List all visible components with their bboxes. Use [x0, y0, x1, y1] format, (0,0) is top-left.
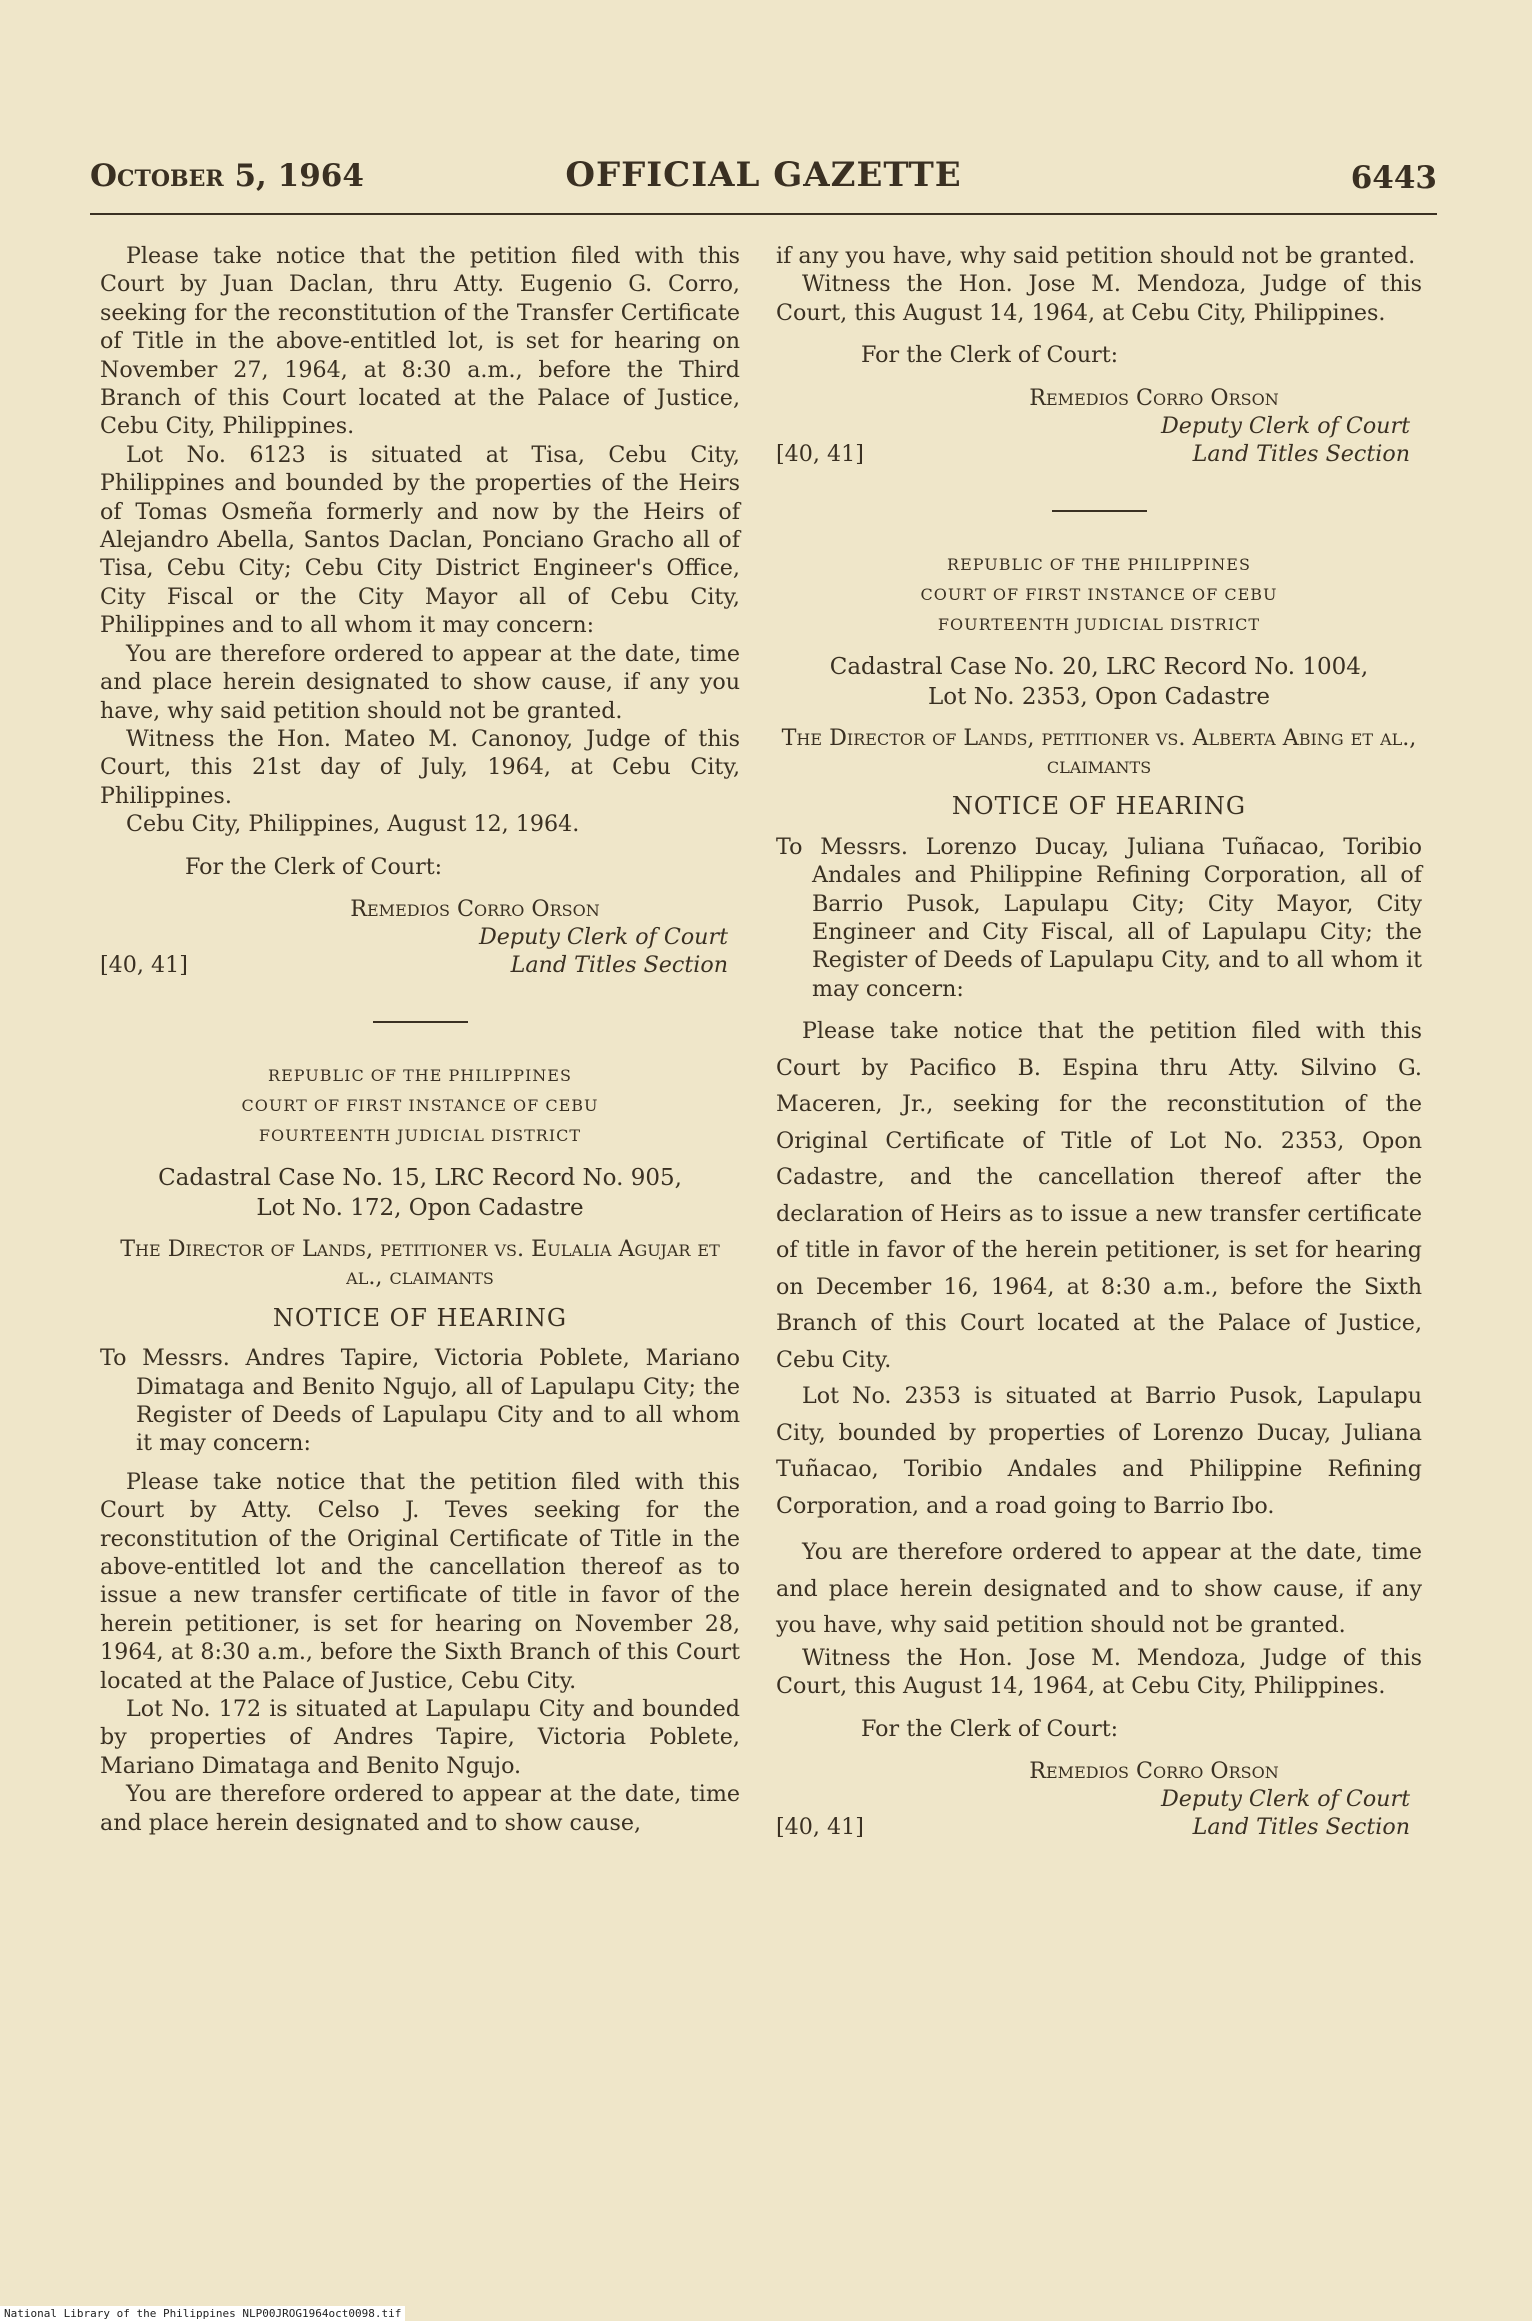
header-page-number: 6443 [1350, 160, 1437, 196]
signatory-title: Deputy Clerk of Court [1161, 412, 1410, 439]
left-column [100, 242, 740, 1837]
paragraph: You are therefore ordered to appear at the date, time and place herein designated and to show cause, [100, 1781, 740, 1836]
case-line-2: Lot No. 172, Opon Cadastre [256, 1194, 584, 1221]
paragraph: Witness the Hon. Mateo M. Canonoy, Judge of this Court, this 21st day of July, 1964, at Cebu City, Philippines. [100, 725, 740, 809]
scan-footer: National Library of the Philippines NLP00JROG1964oct0098.tif [0, 2306, 405, 2321]
header-rule [90, 213, 1437, 215]
court-heading-3: FOURTEENTH JUDICIAL DISTRICT [937, 614, 1261, 634]
notice-heading: NOTICE OF HEARING [951, 792, 1247, 821]
clerk-label: For the Clerk of Court: [185, 853, 443, 880]
court-heading-2: COURT OF FIRST INSTANCE OF CEBU [241, 1095, 599, 1115]
signature-block [776, 384, 1422, 472]
addressees: To Messrs. Andres Tapire, Victoria Poblete, Mariano Dimataga and Benito Ngujo, all of Lapulapu City; the Register of Deeds of Lapulapu City and to all whom it may concern: [100, 1345, 740, 1457]
paragraph: Witness the Hon. Jose M. Mendoza, Judge of this Court, this August 14, 1964, at Cebu City, Philippines. [776, 271, 1422, 326]
paragraph: Please take notice that the petition filed with this Court by Pacifico B. Espina thru Atty. Silvino G. Maceren, Jr., seeking for the reconstitution of the Original Certificate of Title of Lot No. 2353, Opon Cadastre, and the cancellation thereof after the declaration of Heirs as to issue a new transfer certificate of title in favor of the herein petitioner, is set for hearing on December 16, 1964, at 8:30 a.m., before the Sixth Branch of this Court located at the Palace of Justice, Cebu City. [776, 1018, 1422, 1373]
case-line-1: Cadastral Case No. 20, LRC Record No. 1004, [829, 653, 1369, 680]
signatory-section: Land Titles Section [510, 951, 728, 978]
signatory-section: Land Titles Section [1192, 440, 1410, 467]
paragraph: Please take notice that the petition filed with this Court by Juan Daclan, thru Atty. Eugenio G. Corro, seeking for the reconstitution of the Transfer Certificate of Title in the above-entitled lot, is set for hearing on November 27, 1964, at 8:30 a.m., before the Third Branch of this Court located at the Palace of Justice, Cebu City, Philippines. [100, 243, 740, 440]
court-heading-2: COURT OF FIRST INSTANCE OF CEBU [920, 584, 1278, 604]
signature-block [100, 895, 740, 983]
paragraph: Cebu City, Philippines, August 12, 1964. [126, 811, 580, 838]
clerk-label: For the Clerk of Court: [861, 342, 1119, 369]
case-parties: The Director of Lands, petitioner vs. Alberta Abing et al., claimants [781, 724, 1417, 780]
issue-reference: [40, 41] [776, 440, 864, 467]
case-caption [776, 652, 1422, 712]
clerk-label: For the Clerk of Court: [861, 1715, 1119, 1742]
section-divider [373, 1021, 468, 1023]
signature-block [776, 1757, 1422, 1845]
issue-reference: [40, 41] [776, 1814, 864, 1840]
paragraph: Lot No. 172 is situated at Lapulapu City and bounded by properties of Andres Tapire, Victoria Poblete, Mariano Dimataga and Benito Ngujo. [100, 1696, 740, 1779]
signatory-title: Deputy Clerk of Court [1161, 1786, 1410, 1812]
paragraph: Please take notice that the petition filed with this Court by Atty. Celso J. Teves seeking for the reconstitution of the Original Certificate of Title in the above-entitled lot and the cancellation thereof as to issue a new transfer certificate of title in favor of the herein petitioner, is set for hearing on November 28, 1964, at 8:30 a.m., before the Sixth Branch of this Court located at the Palace of Justice, Cebu City. [100, 1468, 740, 1694]
paragraph: You are therefore ordered to appear at the date, time and place herein designated to show cause, if any you have, why said petition should not be granted. [100, 640, 740, 724]
header-title: OFFICIAL GAZETTE [565, 155, 962, 195]
paragraph: You are therefore ordered to appear at the date, time and place herein designated and to show cause, if any you have, why said petition should not be granted. [776, 1539, 1422, 1639]
court-heading-3: FOURTEENTH JUDICIAL DISTRICT [258, 1125, 582, 1145]
court-heading-1: REPUBLIC OF THE PHILIPPINES [268, 1065, 572, 1085]
paragraph: Lot No. 6123 is situated at Tisa, Cebu City, Philippines and bounded by the properties of the Heirs of Tomas Osmeña formerly and now by the Heirs of Alejandro Abella, Santos Daclan, Ponciano Gracho all of Tisa, Cebu City; Cebu City District Engineer's Office, City Fiscal or the City Mayor all of Cebu City, Philippines and to all whom it may concern: [100, 441, 740, 639]
signatory-name: Remedios Corro Orson [1029, 1758, 1279, 1784]
section-divider [1052, 510, 1147, 512]
court-heading-1: REPUBLIC OF THE PHILIPPINES [947, 554, 1251, 574]
addressees: To Messrs. Lorenzo Ducay, Juliana Tuñacao, Toribio Andales and Philippine Refining Corporation, all of Barrio Pusok, Lapulapu City; City Mayor, City Engineer and City Fiscal, all of Lapulapu City; the Register of Deeds of Lapulapu City, and to all whom it may concern: [776, 833, 1422, 1002]
case-line-1: Cadastral Case No. 15, LRC Record No. 905, [158, 1164, 682, 1191]
page-header [90, 150, 1437, 210]
issue-reference: [40, 41] [100, 951, 188, 978]
signatory-section: Land Titles Section [1192, 1814, 1410, 1840]
case-parties: The Director of Lands, petitioner vs. Eulalia Agujar et al., claimants [120, 1235, 720, 1291]
case-caption [100, 1163, 740, 1223]
paragraph: Witness the Hon. Jose M. Mendoza, Judge of this Court, this August 14, 1964, at Cebu City, Philippines. [776, 1644, 1422, 1700]
notice-heading: NOTICE OF HEARING [272, 1303, 568, 1332]
header-date: October 5, 1964 [90, 158, 364, 194]
case-line-2: Lot No. 2353, Opon Cadastre [928, 683, 1270, 710]
right-column [776, 242, 1422, 1845]
paragraph: if any you have, why said petition should not be granted. [776, 243, 1416, 269]
signatory-name: Remedios Corro Orson [1029, 384, 1279, 411]
signatory-title: Deputy Clerk of Court [479, 923, 728, 950]
paragraph: Lot No. 2353 is situated at Barrio Pusok, Lapulapu City, bounded by properties of Lorenzo Ducay, Juliana Tuñacao, Toribio Andales and Philippine Refining Corporation, and a road going to Barrio Ibo. [776, 1383, 1422, 1519]
signatory-name: Remedios Corro Orson [350, 895, 600, 922]
